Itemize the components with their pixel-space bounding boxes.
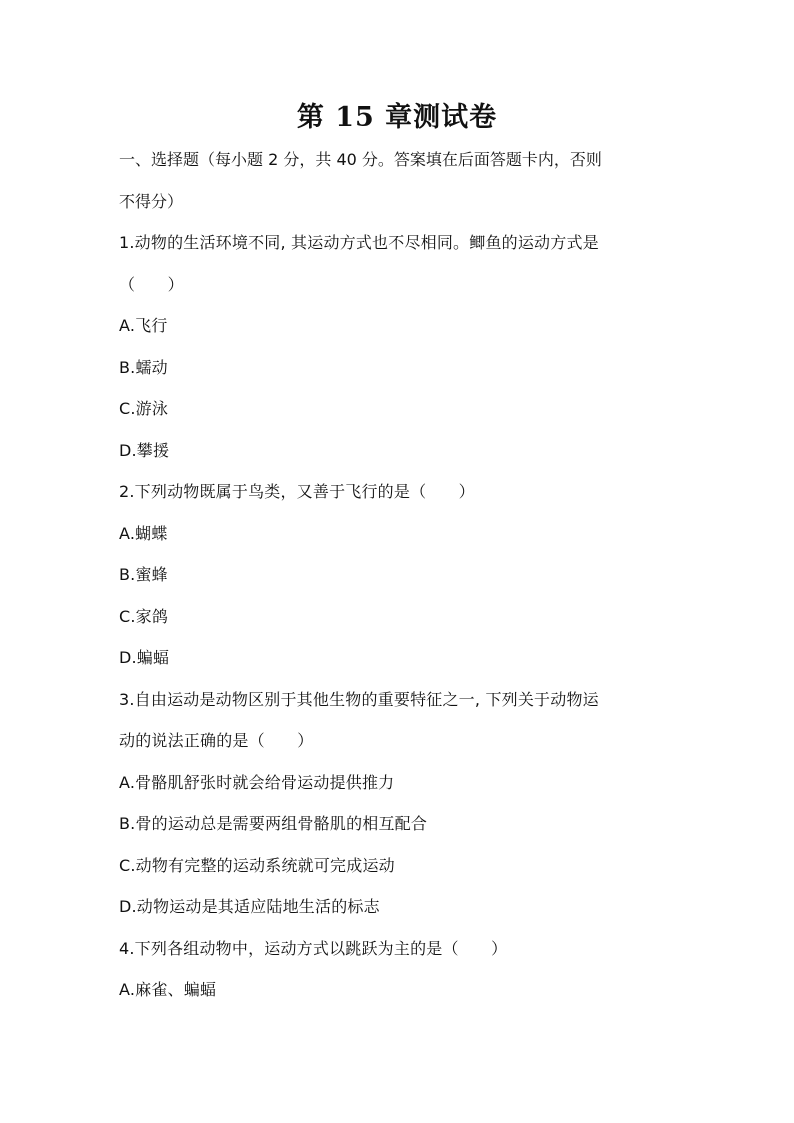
question-3-option-a: A.骨骼肌舒张时就会给骨运动提供推力 <box>119 772 395 792</box>
page-title: 第 15 章测试卷 <box>296 102 498 133</box>
section-heading-line-1: 一、选择题（每小题 2 分，共 40 分。答案填在后面答题卡内，否则 <box>119 150 602 169</box>
question-3 <box>119 679 684 928</box>
question-1-option-b: B.蠕动 <box>119 357 168 377</box>
question-3-option-b: B.骨的运动总是需要两组骨骼肌的相互配合 <box>119 814 428 833</box>
question-3-option-c: C.动物有完整的运动系统就可完成运动 <box>119 855 395 875</box>
question-1-option-d: D.攀援 <box>119 440 170 460</box>
question-3-option-d: D.动物运动是其适应陆地生活的标志 <box>119 897 380 916</box>
question-2-stem-line-1: 2.下列动物既属于鸟类，又善于飞行的是（ ） <box>119 482 475 501</box>
question-4 <box>119 928 684 1011</box>
question-2-option-b: B.蜜蜂 <box>119 565 168 584</box>
question-1-option-a: A.飞行 <box>119 316 168 335</box>
question-2-option-c: C.家鸽 <box>119 606 169 626</box>
document-body <box>119 139 684 1011</box>
question-4-stem-line-1: 4.下列各组动物中，运动方式以跳跃为主的是（ ） <box>119 938 508 958</box>
section-heading-line-2: 不得分） <box>119 191 184 211</box>
question-3-stem-line-1: 3.自由运动是动物区别于其他生物的重要特征之一, 下列关于动物运 <box>119 689 599 709</box>
question-4-option-a: A.麻雀、蝙蝠 <box>119 980 217 999</box>
question-2-option-a: A.蝴蝶 <box>119 523 168 543</box>
question-3-stem-line-2: 动的说法正确的是（ ） <box>119 731 314 750</box>
question-2 <box>119 471 684 679</box>
question-1 <box>119 222 684 471</box>
question-2-option-d: D.蝙蝠 <box>119 648 170 667</box>
section-heading <box>119 139 684 222</box>
question-1-stem-line-2: （ ） <box>119 274 184 294</box>
question-1-stem-line-1: 1.动物的生活环境不同, 其运动方式也不尽相同。鲫鱼的运动方式是 <box>119 233 599 252</box>
question-1-option-c: C.游泳 <box>119 399 169 418</box>
